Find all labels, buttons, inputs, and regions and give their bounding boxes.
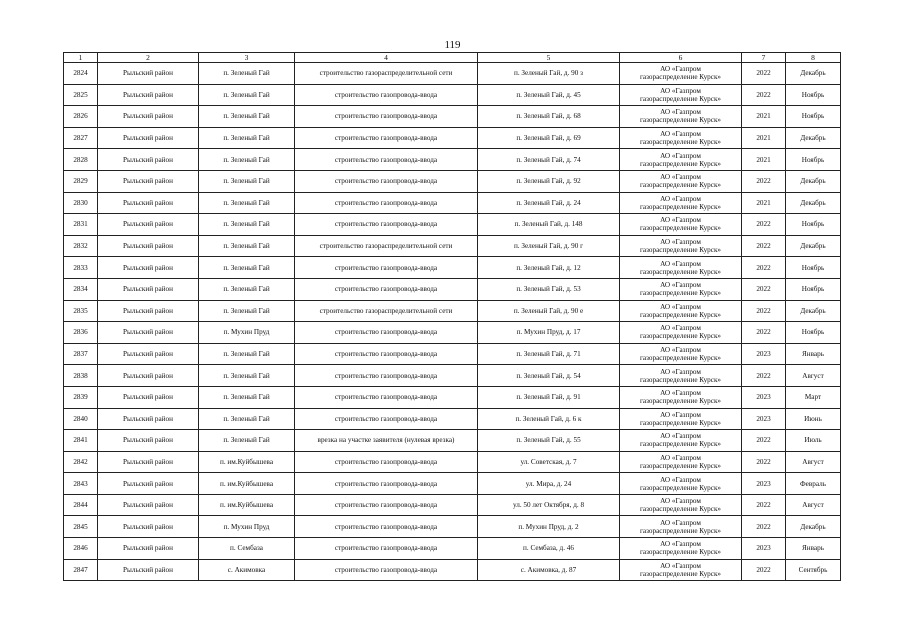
district-cell: Рыльский район bbox=[98, 127, 199, 149]
column-header: 3 bbox=[199, 53, 295, 63]
table-body bbox=[64, 63, 841, 581]
work-type-cell: строительство газопровода-ввода bbox=[295, 149, 478, 171]
month-cell: Декабрь bbox=[786, 192, 841, 214]
month-cell: Ноябрь bbox=[786, 214, 841, 236]
year-cell: 2021 bbox=[742, 149, 786, 171]
month-cell: Январь bbox=[786, 538, 841, 560]
column-header: 2 bbox=[98, 53, 199, 63]
address-cell: п. Мухин Пруд, д. 17 bbox=[478, 322, 620, 344]
address-cell: п. Зеленый Гай, д. 45 bbox=[478, 84, 620, 106]
column-header: 4 bbox=[295, 53, 478, 63]
row-number-cell: 2824 bbox=[64, 63, 98, 85]
work-type-cell: строительство газопровода-ввода bbox=[295, 257, 478, 279]
organization-line-1: АО «Газпром bbox=[660, 497, 701, 506]
organization-cell bbox=[620, 516, 742, 538]
organization-line-1: АО «Газпром bbox=[660, 281, 701, 290]
district-cell: Рыльский район bbox=[98, 63, 199, 85]
organization-line-2: газораспределение Курск» bbox=[639, 548, 722, 557]
month-cell: Февраль bbox=[786, 473, 841, 495]
work-type-cell: строительство газопровода-ввода bbox=[295, 365, 478, 387]
address-cell: п. Зеленый Гай, д. 12 bbox=[478, 257, 620, 279]
work-type-cell: строительство газопровода-ввода bbox=[295, 278, 478, 300]
month-cell: Ноябрь bbox=[786, 149, 841, 171]
district-cell: Рыльский район bbox=[98, 192, 199, 214]
organization-cell bbox=[620, 149, 742, 171]
column-header: 5 bbox=[478, 53, 620, 63]
organization-cell bbox=[620, 278, 742, 300]
district-cell: Рыльский район bbox=[98, 84, 199, 106]
address-cell: ул. Мира, д. 24 bbox=[478, 473, 620, 495]
settlement-cell: п. Зеленый Гай bbox=[199, 430, 295, 452]
settlement-cell: п. Мухин Пруд bbox=[199, 322, 295, 344]
work-type-cell: строительство газораспределительной сети bbox=[295, 235, 478, 257]
settlement-cell: п. Зеленый Гай bbox=[199, 192, 295, 214]
organization-cell bbox=[620, 235, 742, 257]
work-type-cell: строительство газопровода-ввода bbox=[295, 451, 478, 473]
year-cell: 2022 bbox=[742, 170, 786, 192]
organization-line-1: АО «Газпром bbox=[660, 518, 701, 527]
settlement-cell: п. Мухин Пруд bbox=[199, 516, 295, 538]
organization-line-1: АО «Газпром bbox=[660, 151, 701, 160]
organization-line-1: АО «Газпром bbox=[660, 540, 701, 549]
year-cell: 2022 bbox=[742, 516, 786, 538]
month-cell: Август bbox=[786, 494, 841, 516]
header-row bbox=[64, 53, 841, 63]
table-row bbox=[64, 430, 841, 452]
year-cell: 2023 bbox=[742, 473, 786, 495]
district-cell: Рыльский район bbox=[98, 473, 199, 495]
organization-line-1: АО «Газпром bbox=[660, 216, 701, 225]
work-type-cell: строительство газопровода-ввода bbox=[295, 408, 478, 430]
table-row bbox=[64, 516, 841, 538]
settlement-cell: п. им.Куйбышева bbox=[199, 451, 295, 473]
settlement-cell: п. Зеленый Гай bbox=[199, 84, 295, 106]
organization-cell bbox=[620, 538, 742, 560]
row-number-cell: 2833 bbox=[64, 257, 98, 279]
row-number-cell: 2842 bbox=[64, 451, 98, 473]
organization-cell bbox=[620, 257, 742, 279]
row-number-cell: 2829 bbox=[64, 170, 98, 192]
organization-line-2: газораспределение Курск» bbox=[639, 440, 722, 449]
address-cell: п. Зеленый Гай, д. 71 bbox=[478, 343, 620, 365]
table-row bbox=[64, 386, 841, 408]
month-cell: Декабрь bbox=[786, 235, 841, 257]
year-cell: 2023 bbox=[742, 386, 786, 408]
district-cell: Рыльский район bbox=[98, 365, 199, 387]
month-cell: Декабрь bbox=[786, 63, 841, 85]
row-number-cell: 2828 bbox=[64, 149, 98, 171]
organization-line-2: газораспределение Курск» bbox=[639, 461, 722, 470]
table-row bbox=[64, 494, 841, 516]
row-number-cell: 2832 bbox=[64, 235, 98, 257]
year-cell: 2022 bbox=[742, 322, 786, 344]
address-cell: ул. 50 лет Октября, д. 8 bbox=[478, 494, 620, 516]
row-number-cell: 2844 bbox=[64, 494, 98, 516]
work-type-cell: строительство газопровода-ввода bbox=[295, 322, 478, 344]
district-cell: Рыльский район bbox=[98, 516, 199, 538]
row-number-cell: 2835 bbox=[64, 300, 98, 322]
column-header: 7 bbox=[742, 53, 786, 63]
row-number-cell: 2847 bbox=[64, 559, 98, 581]
table-row bbox=[64, 192, 841, 214]
district-cell: Рыльский район bbox=[98, 300, 199, 322]
month-cell: Ноябрь bbox=[786, 84, 841, 106]
table-row bbox=[64, 559, 841, 581]
organization-line-1: АО «Газпром bbox=[660, 367, 701, 376]
month-cell: Декабрь bbox=[786, 170, 841, 192]
work-type-cell: строительство газопровода-ввода bbox=[295, 106, 478, 128]
work-type-cell: строительство газораспределительной сети bbox=[295, 300, 478, 322]
month-cell: Декабрь bbox=[786, 127, 841, 149]
district-cell: Рыльский район bbox=[98, 343, 199, 365]
work-type-cell: строительство газопровода-ввода bbox=[295, 192, 478, 214]
table-row bbox=[64, 214, 841, 236]
organization-cell bbox=[620, 559, 742, 581]
work-type-cell: строительство газопровода-ввода bbox=[295, 516, 478, 538]
organization-cell bbox=[620, 451, 742, 473]
organization-cell bbox=[620, 343, 742, 365]
settlement-cell: п. Зеленый Гай bbox=[199, 235, 295, 257]
table-row bbox=[64, 408, 841, 430]
work-type-cell: строительство газопровода-ввода bbox=[295, 386, 478, 408]
organization-line-1: АО «Газпром bbox=[660, 475, 701, 484]
gasification-table bbox=[63, 52, 841, 581]
address-cell: п. Сембаза, д. 46 bbox=[478, 538, 620, 560]
year-cell: 2022 bbox=[742, 278, 786, 300]
month-cell: Ноябрь bbox=[786, 106, 841, 128]
organization-line-1: АО «Газпром bbox=[660, 238, 701, 247]
table-header bbox=[64, 53, 841, 63]
organization-line-1: АО «Газпром bbox=[660, 65, 701, 74]
year-cell: 2022 bbox=[742, 300, 786, 322]
table-row bbox=[64, 473, 841, 495]
organization-line-2: газораспределение Курск» bbox=[639, 267, 722, 276]
table-row bbox=[64, 300, 841, 322]
settlement-cell: п. Зеленый Гай bbox=[199, 343, 295, 365]
organization-cell bbox=[620, 494, 742, 516]
organization-line-2: газораспределение Курск» bbox=[639, 181, 722, 190]
district-cell: Рыльский район bbox=[98, 170, 199, 192]
row-number-cell: 2827 bbox=[64, 127, 98, 149]
organization-cell bbox=[620, 386, 742, 408]
row-number-cell: 2839 bbox=[64, 386, 98, 408]
district-cell: Рыльский район bbox=[98, 235, 199, 257]
district-cell: Рыльский район bbox=[98, 257, 199, 279]
organization-line-1: АО «Газпром bbox=[660, 259, 701, 268]
month-cell: Июнь bbox=[786, 408, 841, 430]
work-type-cell: строительство газопровода-ввода bbox=[295, 494, 478, 516]
organization-cell bbox=[620, 365, 742, 387]
work-type-cell: строительство газопровода-ввода bbox=[295, 538, 478, 560]
address-cell: п. Зеленый Гай, д. 53 bbox=[478, 278, 620, 300]
organization-cell bbox=[620, 106, 742, 128]
row-number-cell: 2845 bbox=[64, 516, 98, 538]
month-cell: Декабрь bbox=[786, 300, 841, 322]
settlement-cell: п. Зеленый Гай bbox=[199, 63, 295, 85]
work-type-cell: строительство газопровода-ввода bbox=[295, 559, 478, 581]
settlement-cell: п. Зеленый Гай bbox=[199, 408, 295, 430]
address-cell: п. Зеленый Гай, д. 90 г bbox=[478, 235, 620, 257]
district-cell: Рыльский район bbox=[98, 451, 199, 473]
work-type-cell: врезка на участке заявителя (нулевая врезка) bbox=[295, 430, 478, 452]
month-cell: Сентябрь bbox=[786, 559, 841, 581]
organization-cell bbox=[620, 408, 742, 430]
page-number: 119 bbox=[444, 39, 461, 51]
row-number-cell: 2846 bbox=[64, 538, 98, 560]
organization-cell bbox=[620, 127, 742, 149]
month-cell: Январь bbox=[786, 343, 841, 365]
address-cell: ул. Советская, д. 7 bbox=[478, 451, 620, 473]
organization-line-2: газораспределение Курск» bbox=[639, 526, 722, 535]
organization-line-2: газораспределение Курск» bbox=[639, 375, 722, 384]
organization-cell bbox=[620, 63, 742, 85]
column-header: 8 bbox=[786, 53, 841, 63]
address-cell: п. Зеленый Гай, д. 24 bbox=[478, 192, 620, 214]
table-row bbox=[64, 538, 841, 560]
year-cell: 2022 bbox=[742, 559, 786, 581]
organization-line-2: газораспределение Курск» bbox=[639, 246, 722, 255]
year-cell: 2022 bbox=[742, 365, 786, 387]
address-cell: п. Зеленый Гай, д. 91 bbox=[478, 386, 620, 408]
organization-cell bbox=[620, 473, 742, 495]
address-cell: п. Зеленый Гай, д. 6 к bbox=[478, 408, 620, 430]
row-number-cell: 2834 bbox=[64, 278, 98, 300]
column-header: 1 bbox=[64, 53, 98, 63]
settlement-cell: п. им.Куйбышева bbox=[199, 473, 295, 495]
table-row bbox=[64, 451, 841, 473]
row-number-cell: 2826 bbox=[64, 106, 98, 128]
work-type-cell: строительство газопровода-ввода bbox=[295, 84, 478, 106]
organization-line-1: АО «Газпром bbox=[660, 194, 701, 203]
district-cell: Рыльский район bbox=[98, 106, 199, 128]
column-header: 6 bbox=[620, 53, 742, 63]
organization-cell bbox=[620, 430, 742, 452]
year-cell: 2022 bbox=[742, 494, 786, 516]
district-cell: Рыльский район bbox=[98, 386, 199, 408]
year-cell: 2021 bbox=[742, 106, 786, 128]
organization-cell bbox=[620, 300, 742, 322]
settlement-cell: п. Зеленый Гай bbox=[199, 149, 295, 171]
address-cell: п. Зеленый Гай, д. 148 bbox=[478, 214, 620, 236]
year-cell: 2023 bbox=[742, 408, 786, 430]
organization-line-1: АО «Газпром bbox=[660, 389, 701, 398]
organization-cell bbox=[620, 214, 742, 236]
settlement-cell: п. Зеленый Гай bbox=[199, 214, 295, 236]
organization-line-2: газораспределение Курск» bbox=[639, 354, 722, 363]
organization-line-2: газораспределение Курск» bbox=[639, 418, 722, 427]
organization-line-1: АО «Газпром bbox=[660, 432, 701, 441]
district-cell: Рыльский район bbox=[98, 408, 199, 430]
month-cell: Август bbox=[786, 451, 841, 473]
organization-line-1: АО «Газпром bbox=[660, 173, 701, 182]
organization-line-2: газораспределение Курск» bbox=[639, 310, 722, 319]
month-cell: Ноябрь bbox=[786, 278, 841, 300]
work-type-cell: строительство газопровода-ввода bbox=[295, 473, 478, 495]
work-type-cell: строительство газопровода-ввода bbox=[295, 214, 478, 236]
table-row bbox=[64, 322, 841, 344]
settlement-cell: п. Зеленый Гай bbox=[199, 278, 295, 300]
settlement-cell: п. Зеленый Гай bbox=[199, 257, 295, 279]
row-number-cell: 2838 bbox=[64, 365, 98, 387]
settlement-cell: п. Зеленый Гай bbox=[199, 386, 295, 408]
row-number-cell: 2831 bbox=[64, 214, 98, 236]
month-cell: Август bbox=[786, 365, 841, 387]
settlement-cell: п. Зеленый Гай bbox=[199, 300, 295, 322]
district-cell: Рыльский район bbox=[98, 322, 199, 344]
organization-line-2: газораспределение Курск» bbox=[639, 73, 722, 82]
work-type-cell: строительство газопровода-ввода bbox=[295, 170, 478, 192]
year-cell: 2022 bbox=[742, 235, 786, 257]
year-cell: 2023 bbox=[742, 538, 786, 560]
table-row bbox=[64, 235, 841, 257]
work-type-cell: строительство газораспределительной сети bbox=[295, 63, 478, 85]
organization-line-1: АО «Газпром bbox=[660, 561, 701, 570]
address-cell: п. Мухин Пруд, д. 2 bbox=[478, 516, 620, 538]
organization-cell bbox=[620, 192, 742, 214]
year-cell: 2022 bbox=[742, 430, 786, 452]
district-cell: Рыльский район bbox=[98, 559, 199, 581]
settlement-cell: п. Сембаза bbox=[199, 538, 295, 560]
organization-line-2: газораспределение Курск» bbox=[639, 94, 722, 103]
organization-line-1: АО «Газпром bbox=[660, 453, 701, 462]
address-cell: п. Зеленый Гай, д. 55 bbox=[478, 430, 620, 452]
month-cell: Ноябрь bbox=[786, 257, 841, 279]
table-row bbox=[64, 343, 841, 365]
organization-line-2: газораспределение Курск» bbox=[639, 397, 722, 406]
settlement-cell: п. Зеленый Гай bbox=[199, 127, 295, 149]
organization-line-1: АО «Газпром bbox=[660, 410, 701, 419]
organization-line-1: АО «Газпром bbox=[660, 346, 701, 355]
settlement-cell: п. Зеленый Гай bbox=[199, 170, 295, 192]
organization-line-1: АО «Газпром bbox=[660, 86, 701, 95]
year-cell: 2022 bbox=[742, 84, 786, 106]
table-row bbox=[64, 127, 841, 149]
address-cell: п. Зеленый Гай, д. 54 bbox=[478, 365, 620, 387]
address-cell: п. Зеленый Гай, д. 68 bbox=[478, 106, 620, 128]
district-cell: Рыльский район bbox=[98, 430, 199, 452]
organization-line-2: газораспределение Курск» bbox=[639, 332, 722, 341]
organization-line-1: АО «Газпром bbox=[660, 324, 701, 333]
work-type-cell: строительство газопровода-ввода bbox=[295, 127, 478, 149]
district-cell: Рыльский район bbox=[98, 494, 199, 516]
organization-line-1: АО «Газпром bbox=[660, 302, 701, 311]
organization-line-2: газораспределение Курск» bbox=[639, 224, 722, 233]
table-row bbox=[64, 106, 841, 128]
month-cell: Март bbox=[786, 386, 841, 408]
settlement-cell: п. Зеленый Гай bbox=[199, 365, 295, 387]
month-cell: Декабрь bbox=[786, 516, 841, 538]
table-row bbox=[64, 63, 841, 85]
organization-line-2: газораспределение Курск» bbox=[639, 116, 722, 125]
table-row bbox=[64, 278, 841, 300]
address-cell: п. Зеленый Гай, д. 69 bbox=[478, 127, 620, 149]
district-cell: Рыльский район bbox=[98, 214, 199, 236]
table-row bbox=[64, 170, 841, 192]
organization-line-1: АО «Газпром bbox=[660, 108, 701, 117]
address-cell: п. Зеленый Гай, д. 90 е bbox=[478, 300, 620, 322]
address-cell: п. Зеленый Гай, д. 90 з bbox=[478, 63, 620, 85]
address-cell: п. Зеленый Гай, д. 92 bbox=[478, 170, 620, 192]
settlement-cell: п. им.Куйбышева bbox=[199, 494, 295, 516]
row-number-cell: 2843 bbox=[64, 473, 98, 495]
row-number-cell: 2836 bbox=[64, 322, 98, 344]
work-type-cell: строительство газопровода-ввода bbox=[295, 343, 478, 365]
district-cell: Рыльский район bbox=[98, 538, 199, 560]
organization-line-2: газораспределение Курск» bbox=[639, 483, 722, 492]
organization-line-2: газораспределение Курск» bbox=[639, 505, 722, 514]
address-cell: с. Акимовка, д. 87 bbox=[478, 559, 620, 581]
year-cell: 2022 bbox=[742, 214, 786, 236]
month-cell: Июль bbox=[786, 430, 841, 452]
settlement-cell: с. Акимовка bbox=[199, 559, 295, 581]
organization-line-2: газораспределение Курск» bbox=[639, 569, 722, 578]
table-row bbox=[64, 149, 841, 171]
organization-cell bbox=[620, 84, 742, 106]
year-cell: 2022 bbox=[742, 63, 786, 85]
organization-line-2: газораспределение Курск» bbox=[639, 202, 722, 211]
year-cell: 2022 bbox=[742, 257, 786, 279]
month-cell: Ноябрь bbox=[786, 322, 841, 344]
row-number-cell: 2830 bbox=[64, 192, 98, 214]
district-cell: Рыльский район bbox=[98, 149, 199, 171]
table-row bbox=[64, 84, 841, 106]
table-row bbox=[64, 365, 841, 387]
address-cell: п. Зеленый Гай, д. 74 bbox=[478, 149, 620, 171]
organization-line-2: газораспределение Курск» bbox=[639, 289, 722, 298]
row-number-cell: 2841 bbox=[64, 430, 98, 452]
row-number-cell: 2825 bbox=[64, 84, 98, 106]
organization-cell bbox=[620, 170, 742, 192]
row-number-cell: 2837 bbox=[64, 343, 98, 365]
year-cell: 2023 bbox=[742, 343, 786, 365]
row-number-cell: 2840 bbox=[64, 408, 98, 430]
year-cell: 2021 bbox=[742, 127, 786, 149]
district-cell: Рыльский район bbox=[98, 278, 199, 300]
organization-line-1: АО «Газпром bbox=[660, 130, 701, 139]
table-row bbox=[64, 257, 841, 279]
settlement-cell: п. Зеленый Гай bbox=[199, 106, 295, 128]
year-cell: 2022 bbox=[742, 451, 786, 473]
organization-line-2: газораспределение Курск» bbox=[639, 159, 722, 168]
organization-line-2: газораспределение Курск» bbox=[639, 138, 722, 147]
year-cell: 2021 bbox=[742, 192, 786, 214]
organization-cell bbox=[620, 322, 742, 344]
